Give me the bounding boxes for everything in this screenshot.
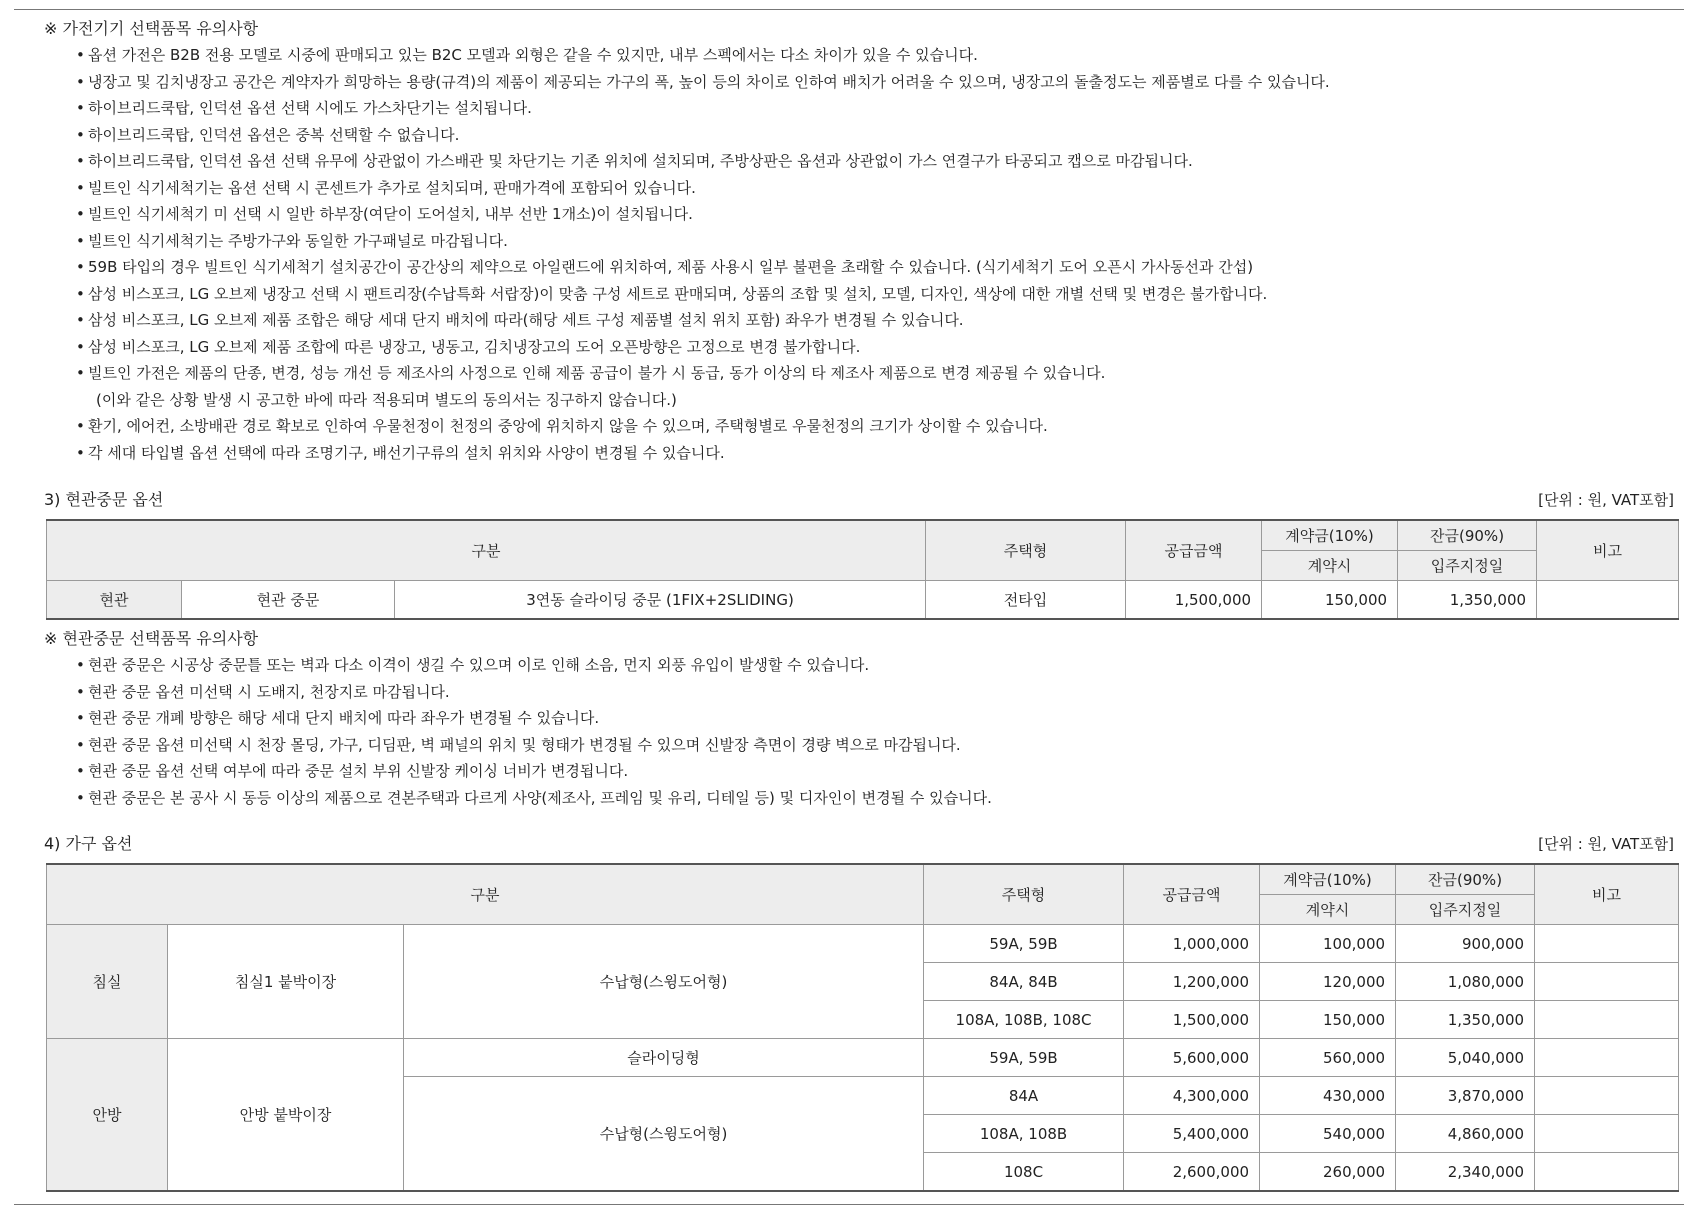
- appliance-notes-list: [44, 42, 1330, 466]
- section3-title: 3) 현관중문 옵션: [44, 490, 164, 509]
- cell-type: 84A, 84B: [924, 963, 1124, 1001]
- cell-area: 현관: [47, 581, 182, 620]
- header-category: 구분: [47, 520, 926, 581]
- header-balance: 잔금(90%): [1396, 864, 1535, 895]
- note-item: • 삼성 비스포크, LG 오브제 냉장고 선택 시 팬트리장(수납특화 서랍장)이 맞춤 구성 세트로 판매되며, 상품의 조합 및 설치, 모델, 디자인, 색상에 대한 개별 선택 및 변경은 불가합니다.: [76, 284, 1268, 303]
- cell-type: 59A, 59B: [924, 1039, 1124, 1077]
- cell-item: 안방 붙박이장: [168, 1039, 404, 1192]
- bottom-rule: [14, 1204, 1684, 1205]
- table-header-row: [47, 520, 1679, 551]
- section3-heading: [44, 487, 1674, 513]
- cell-supply: 1,500,000: [1124, 1001, 1260, 1039]
- cell-balance: 4,860,000: [1396, 1115, 1535, 1153]
- cell-type: 59A, 59B: [924, 925, 1124, 963]
- header-category: 구분: [47, 864, 924, 925]
- cell-deposit: 260,000: [1260, 1153, 1396, 1192]
- cell-supply: 1,200,000: [1124, 963, 1260, 1001]
- note-item: • 현관 중문 옵션 미선택 시 도배지, 천장지로 마감됩니다.: [76, 682, 450, 701]
- cell-balance: 3,870,000: [1396, 1077, 1535, 1115]
- cell-deposit: 430,000: [1260, 1077, 1396, 1115]
- door-notes: [44, 626, 992, 811]
- cell-item: 현관 중문: [182, 581, 395, 620]
- cell-deposit: 120,000: [1260, 963, 1396, 1001]
- cell-note: [1535, 1077, 1679, 1115]
- cell-supply: 5,600,000: [1124, 1039, 1260, 1077]
- cell-note: [1535, 1153, 1679, 1192]
- section3-unit: [단위 : 원, VAT포함]: [1538, 491, 1674, 509]
- header-type: 주택형: [924, 864, 1124, 925]
- note-item: • 현관 중문은 시공상 중문틀 또는 벽과 다소 이격이 생길 수 있으며 이로 인해 소음, 먼지 외풍 유입이 발생할 수 있습니다.: [76, 656, 870, 674]
- note-item: • 삼성 비스포크, LG 오브제 제품 조합에 따른 냉장고, 냉동고, 김치냉장고의 도어 오픈방향은 고정으로 변경 불가합니다.: [76, 337, 861, 356]
- note-item: • 빌트인 식기세척기 미 선택 시 일반 하부장(여닫이 도어설치, 내부 선반 1개소)이 설치됩니다.: [76, 205, 693, 223]
- note-item: • 현관 중문 옵션 선택 여부에 따라 중문 설치 부위 신발장 케이싱 너비가 변경됩니다.: [76, 762, 629, 780]
- appliance-notes-title: ※ 가전기기 선택품목 유의사항: [44, 19, 259, 38]
- cell-area: 침실: [47, 925, 168, 1039]
- note-item: • 빌트인 가전은 제품의 단종, 변경, 성능 개선 등 제조사의 사정으로 인해 제품 공급이 불가 시 동급, 동가 이상의 타 제조사 제품으로 변경 제공될 수 있습니다.: [76, 364, 1106, 382]
- header-supply: 공급금액: [1126, 520, 1262, 581]
- cell-spec: 수납형(스윙도어형): [404, 925, 924, 1039]
- note-item: • 현관 중문 옵션 미선택 시 천장 몰딩, 가구, 디딤판, 벽 패널의 위치 및 형태가 변경될 수 있으며 신발장 측면이 경량 벽으로 마감됩니다.: [76, 735, 961, 754]
- note-item: • 빌트인 식기세척기는 옵션 선택 시 콘센트가 추가로 설치되며, 판매가격에 포함되어 있습니다.: [76, 178, 696, 197]
- cell-supply: 5,400,000: [1124, 1115, 1260, 1153]
- table-row: [47, 581, 1679, 620]
- header-deposit-sub: 계약시: [1262, 551, 1398, 581]
- cell-balance: 1,080,000: [1396, 963, 1535, 1001]
- section4-heading: [44, 831, 1674, 857]
- table-header-row: [47, 864, 1679, 895]
- cell-note: [1535, 1115, 1679, 1153]
- cell-spec: 3연동 슬라이딩 중문 (1FIX+2SLIDING): [395, 581, 926, 620]
- section4-title: 4) 가구 옵션: [44, 834, 133, 853]
- note-item: • 삼성 비스포크, LG 오브제 제품 조합은 해당 세대 단지 배치에 따라(해당 세트 구성 제품별 설치 위치 포함) 좌우가 변경될 수 있습니다.: [76, 311, 964, 329]
- note-item: • 각 세대 타입별 옵션 선택에 따라 조명기구, 배선기구류의 설치 위치와 사양이 변경될 수 있습니다.: [76, 443, 725, 462]
- top-rule: [14, 9, 1684, 10]
- cell-note: [1537, 581, 1679, 620]
- header-balance: 잔금(90%): [1398, 520, 1537, 551]
- header-deposit: 계약금(10%): [1262, 520, 1398, 551]
- table-row: [47, 1039, 1679, 1077]
- furniture-option-table: [46, 863, 1679, 1192]
- note-item: • 하이브리드쿡탑, 인덕션 옵션 선택 시에도 가스차단기는 설치됩니다.: [76, 99, 532, 117]
- door-option-table: [46, 519, 1679, 620]
- cell-supply: 4,300,000: [1124, 1077, 1260, 1115]
- header-deposit: 계약금(10%): [1260, 864, 1396, 895]
- note-item: • 하이브리드쿡탑, 인덕션 옵션은 중복 선택할 수 없습니다.: [76, 125, 460, 144]
- header-note: 비고: [1537, 520, 1679, 581]
- note-item: • 현관 중문은 본 공사 시 동등 이상의 제품으로 견본주택과 다르게 사양(제조사, 프레임 및 유리, 디테일 등) 및 디자인이 변경될 수 있습니다.: [76, 788, 992, 807]
- cell-supply: 2,600,000: [1124, 1153, 1260, 1192]
- cell-supply: 1,000,000: [1124, 925, 1260, 963]
- cell-note: [1535, 1001, 1679, 1039]
- note-item: • 현관 중문 개폐 방향은 해당 세대 단지 배치에 따라 좌우가 변경될 수 있습니다.: [76, 709, 600, 727]
- cell-balance: 2,340,000: [1396, 1153, 1535, 1192]
- table-row: [47, 925, 1679, 963]
- cell-deposit: 150,000: [1260, 1001, 1396, 1039]
- cell-type: 108C: [924, 1153, 1124, 1192]
- header-balance-sub: 입주지정일: [1398, 551, 1537, 581]
- header-type: 주택형: [926, 520, 1126, 581]
- appliance-notes: [44, 16, 1330, 466]
- cell-type: 전타입: [926, 581, 1126, 620]
- note-continuation: (이와 같은 상황 발생 시 공고한 바에 따라 적용되며 별도의 동의서는 징구하지 않습니다.): [96, 390, 677, 409]
- header-deposit-sub: 계약시: [1260, 895, 1396, 925]
- cell-deposit: 100,000: [1260, 925, 1396, 963]
- door-notes-title: ※ 현관중문 선택품목 유의사항: [44, 629, 259, 648]
- door-notes-list: [44, 652, 992, 811]
- cell-note: [1535, 963, 1679, 1001]
- cell-type: 108A, 108B, 108C: [924, 1001, 1124, 1039]
- cell-note: [1535, 1039, 1679, 1077]
- cell-area: 안방: [47, 1039, 168, 1192]
- cell-type: 84A: [924, 1077, 1124, 1115]
- cell-balance: 900,000: [1396, 925, 1535, 963]
- cell-spec: 슬라이딩형: [404, 1039, 924, 1077]
- note-item: • 빌트인 식기세척기는 주방가구와 동일한 가구패널로 마감됩니다.: [76, 231, 508, 250]
- cell-note: [1535, 925, 1679, 963]
- note-item: • 옵션 가전은 B2B 전용 모델로 시중에 판매되고 있는 B2C 모델과 외형은 같을 수 있지만, 내부 스펙에서는 다소 차이가 있을 수 있습니다.: [76, 46, 978, 64]
- cell-spec: 수납형(스윙도어형): [404, 1077, 924, 1192]
- cell-balance: 1,350,000: [1398, 581, 1537, 620]
- section4-unit: [단위 : 원, VAT포함]: [1538, 835, 1674, 853]
- cell-deposit: 150,000: [1262, 581, 1398, 620]
- note-item: • 하이브리드쿡탑, 인덕션 옵션 선택 유무에 상관없이 가스배관 및 차단기는 기존 위치에 설치되며, 주방상판은 옵션과 상관없이 가스 연결구가 타공되고 캡으로 마감됩니다.: [76, 152, 1193, 170]
- header-supply: 공급금액: [1124, 864, 1260, 925]
- cell-balance: 5,040,000: [1396, 1039, 1535, 1077]
- cell-balance: 1,350,000: [1396, 1001, 1535, 1039]
- note-item: • 냉장고 및 김치냉장고 공간은 계약자가 희망하는 용량(규격)의 제품이 제공되는 가구의 폭, 높이 등의 차이로 인하여 배치가 어려울 수 있으며, 냉장고의 돌출정도는 제품별로 다를 수 있습니다.: [76, 72, 1330, 91]
- note-item: • 환기, 에어컨, 소방배관 경로 확보로 인하여 우물천정이 천정의 중앙에 위치하지 않을 수 있으며, 주택형별로 우물천정의 크기가 상이할 수 있습니다.: [76, 417, 1048, 435]
- header-balance-sub: 입주지정일: [1396, 895, 1535, 925]
- header-note: 비고: [1535, 864, 1679, 925]
- note-item: • 59B 타입의 경우 빌트인 식기세척기 설치공간이 공간상의 제약으로 아일랜드에 위치하여, 제품 사용시 일부 불편을 초래할 수 있습니다. (식기세척기 도어 오픈시 가사동선과 간섭): [76, 258, 1254, 276]
- cell-supply: 1,500,000: [1126, 581, 1262, 620]
- cell-type: 108A, 108B: [924, 1115, 1124, 1153]
- cell-deposit: 560,000: [1260, 1039, 1396, 1077]
- cell-deposit: 540,000: [1260, 1115, 1396, 1153]
- cell-item: 침실1 붙박이장: [168, 925, 404, 1039]
